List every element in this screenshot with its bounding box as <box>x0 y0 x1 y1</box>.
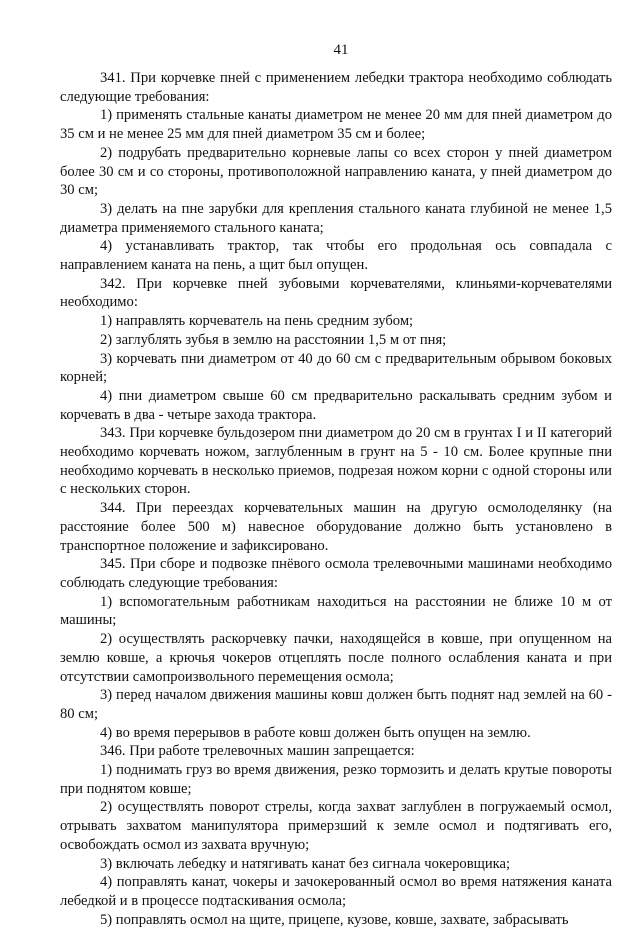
list-item-346-2: 2) осуществлять поворот стрелы, когда захват заглублен в погружаемый осмол, отрывать захватом манипулятора примерзший к земле осмол и подтягивать его, освобождать осмол из захвата вручную; <box>60 799 612 853</box>
list-item-346-4: 4) поправлять канат, чокеры и зачокерованный осмол во время натяжения каната лебедкой и в процессе подтаскивания осмола; <box>60 874 612 909</box>
list-item-342-1: 1) направлять корчеватель на пень средним зубом; <box>100 313 414 330</box>
list-item-342-3: 3) корчевать пни диаметром от 40 до 60 см с предварительным обрывом боковых корней; <box>60 350 612 386</box>
paragraph-343: 343. При корчевке бульдозером пни диаметром до 20 см в грунтах I и II категорий необходимо корчевать ножом, заглубленным в грунт на 5 - 10 см. Более крупные пни необходимо корчевать в несколько приемов, подрезая ножом корни с одной стороны или с нескольких сторон. <box>60 425 612 498</box>
list-item-346-1: 1) поднимать груз во время движения, резко тормозить и делать крутые повороты при поднятом ковше; <box>60 762 612 797</box>
list-item-341-1: 1) применять стальные канаты диаметром не менее 20 мм для пней диаметром до 35 см и не менее 25 мм для пней диаметром 35 см и более; <box>60 107 612 143</box>
paragraph-345-intro: 345. При сборе и подвозке пнёвого осмола трелевочными машинами необходимо соблюдать следующие требования: <box>60 556 612 591</box>
list-item-346-5: 5) поправлять осмол на щите, прицепе, кузове, ковше, захвате, забрасывать <box>100 911 569 928</box>
paragraph-344: 344. При переездах корчевательных машин на другую осмолоделянку (на расстояние более 500 м) навесное оборудование должно быть установлено в транспортное положение и зафиксировано. <box>60 500 612 554</box>
list-item-345-1: 1) вспомогательным работникам находиться на расстоянии не ближе 10 м от машины; <box>60 593 612 629</box>
list-item-342-4: 4) пни диаметром свыше 60 см предварительно раскалывать средним зубом и корчевать в два - четыре захода трактора. <box>60 387 612 423</box>
list-item-341-2: 2) подрубать предварительно корневые лапы со всех сторон у пней диаметром более 30 см и со стороны, противоположной направлению каната, у пней диаметром до 30 см; <box>60 144 612 199</box>
paragraph-346-intro: 346. При работе трелевочных машин запрещается: <box>100 743 415 760</box>
paragraph-341-intro: 341. При корчевке пней с применением лебедки трактора необходимо соблюдать следующие требования: <box>60 70 612 105</box>
list-item-341-4: 4) устанавливать трактор, так чтобы его продольная ось совпадала с направлением каната на пень, а щит был опущен. <box>60 238 612 274</box>
list-item-345-2: 2) осуществлять раскорчевку пачки, находящейся в ковше, при опущенном на землю ковше, а крючья чокеров отцеплять после полного ослабления каната и при отсутствии самопроизвольного перемещения осмола; <box>60 631 612 685</box>
list-item-345-4: 4) во время перерывов в работе ковш должен быть опущен на землю. <box>100 724 531 741</box>
page-number: 41 <box>333 42 349 58</box>
list-item-342-2: 2) заглублять зубья в землю на расстоянии 1,5 м от пня; <box>100 331 447 348</box>
list-item-341-3: 3) делать на пне зарубки для крепления стального каната глубиной не менее 1,5 диаметра применяемого стального каната; <box>60 200 612 236</box>
list-item-345-3: 3) перед началом движения машины ковш должен быть поднят над землей на 60 - 80 см; <box>60 687 612 722</box>
list-item-346-3: 3) включать лебедку и натягивать канат без сигнала чокеровщика; <box>100 855 511 872</box>
paragraph-342-intro: 342. При корчевке пней зубовыми корчевателями, клиньями-корчевателями необходимо: <box>60 275 612 311</box>
